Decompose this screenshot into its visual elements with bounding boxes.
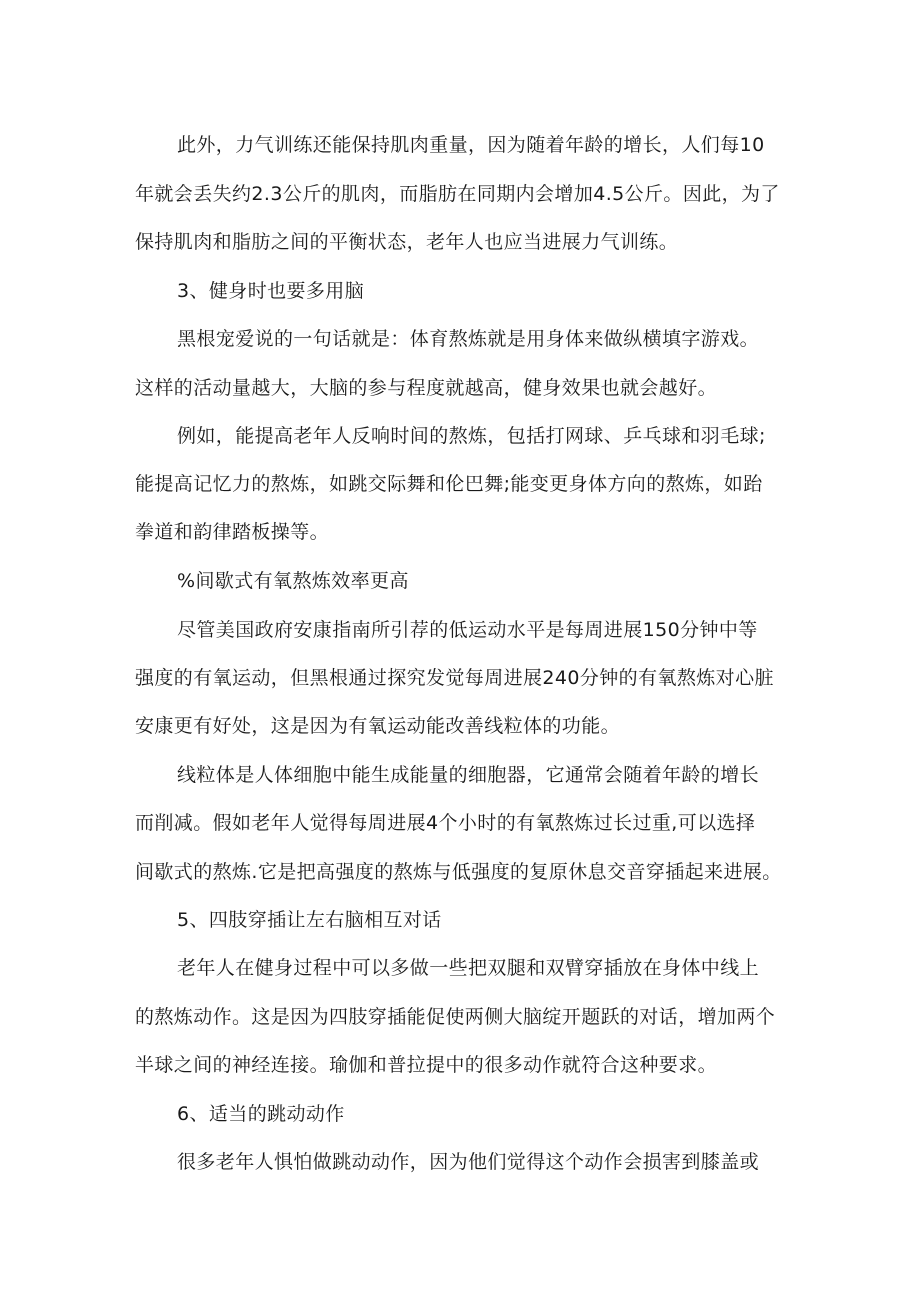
- paragraph-line: 线粒体是人体细胞中能生成能量的细胞器，它通常会随着年龄的增长: [177, 764, 760, 786]
- paragraph-line: 老年人在健身过程中可以多做一些把双腿和双臂穿插放在身体中线上: [177, 957, 760, 979]
- paragraph-line: 此外，力气训练还能保持肌肉重量，因为随着年龄的增长，人们每10: [177, 134, 765, 156]
- section-heading: 5、四肢穿插让左右脑相互对话: [177, 909, 442, 931]
- paragraph-line: 黑根宠爱说的一句话就是：体育熬炼就是用身体来做纵横填字游戏。: [177, 328, 760, 350]
- paragraph-line: 例如，能提高老年人反响时间的熬炼，包括打网球、乒乓球和羽毛球;: [177, 425, 766, 447]
- paragraph-line: 安康更有好处，这是因为有氧运动能改善线粒体的功能。: [135, 715, 621, 737]
- paragraph-line: 的熬炼动作。这是因为四肢穿插能促使两侧大脑绽开题跃的对话，增加两个: [135, 1006, 776, 1028]
- paragraph-line: 能提高记忆力的熬炼，如跳交际舞和伦巴舞;能变更身体方向的熬炼，如跆: [135, 473, 763, 495]
- paragraph-line: 尽管美国政府安康指南所引荐的低运动水平是每周进展150分钟中等: [177, 619, 758, 641]
- paragraph-line: 而削减。假如老年人觉得每周进展4个小时的有氧熬炼过长过重,可以选择: [135, 812, 756, 834]
- section-heading: 3、健身时也要多用脑: [177, 280, 365, 302]
- paragraph-line: 强度的有氧运动，但黑根通过探究发觉每周进展240分钟的有氧熬炼对心脏: [135, 667, 774, 689]
- paragraph-line: 年就会丢失约2.3公斤的肌肉，而脂肪在同期内会增加4.5公斤。因此，为了: [135, 183, 780, 205]
- paragraph-line: 拳道和韵律踏板操等。: [135, 521, 330, 543]
- section-heading: 6、适当的跳动动作: [177, 1103, 345, 1125]
- paragraph-line: 保持肌肉和脂肪之间的平衡状态，老年人也应当进展力气训练。: [135, 231, 679, 253]
- paragraph-line: 很多老年人惧怕做跳动动作，因为他们觉得这个动作会损害到膝盖或: [177, 1151, 760, 1173]
- paragraph-line: 这样的活动量越大，大脑的参与程度就越高，健身效果也就会越好。: [135, 377, 718, 399]
- paragraph-line: 间歇式的熬炼.它是把高强度的熬炼与低强度的复原休息交音穿插起来进展。: [135, 861, 782, 883]
- paragraph-line: 半球之间的神经连接。瑜伽和普拉提中的很多动作就符合这种要求。: [135, 1054, 718, 1076]
- section-heading: %间歇式有氧熬炼效率更高: [177, 570, 409, 592]
